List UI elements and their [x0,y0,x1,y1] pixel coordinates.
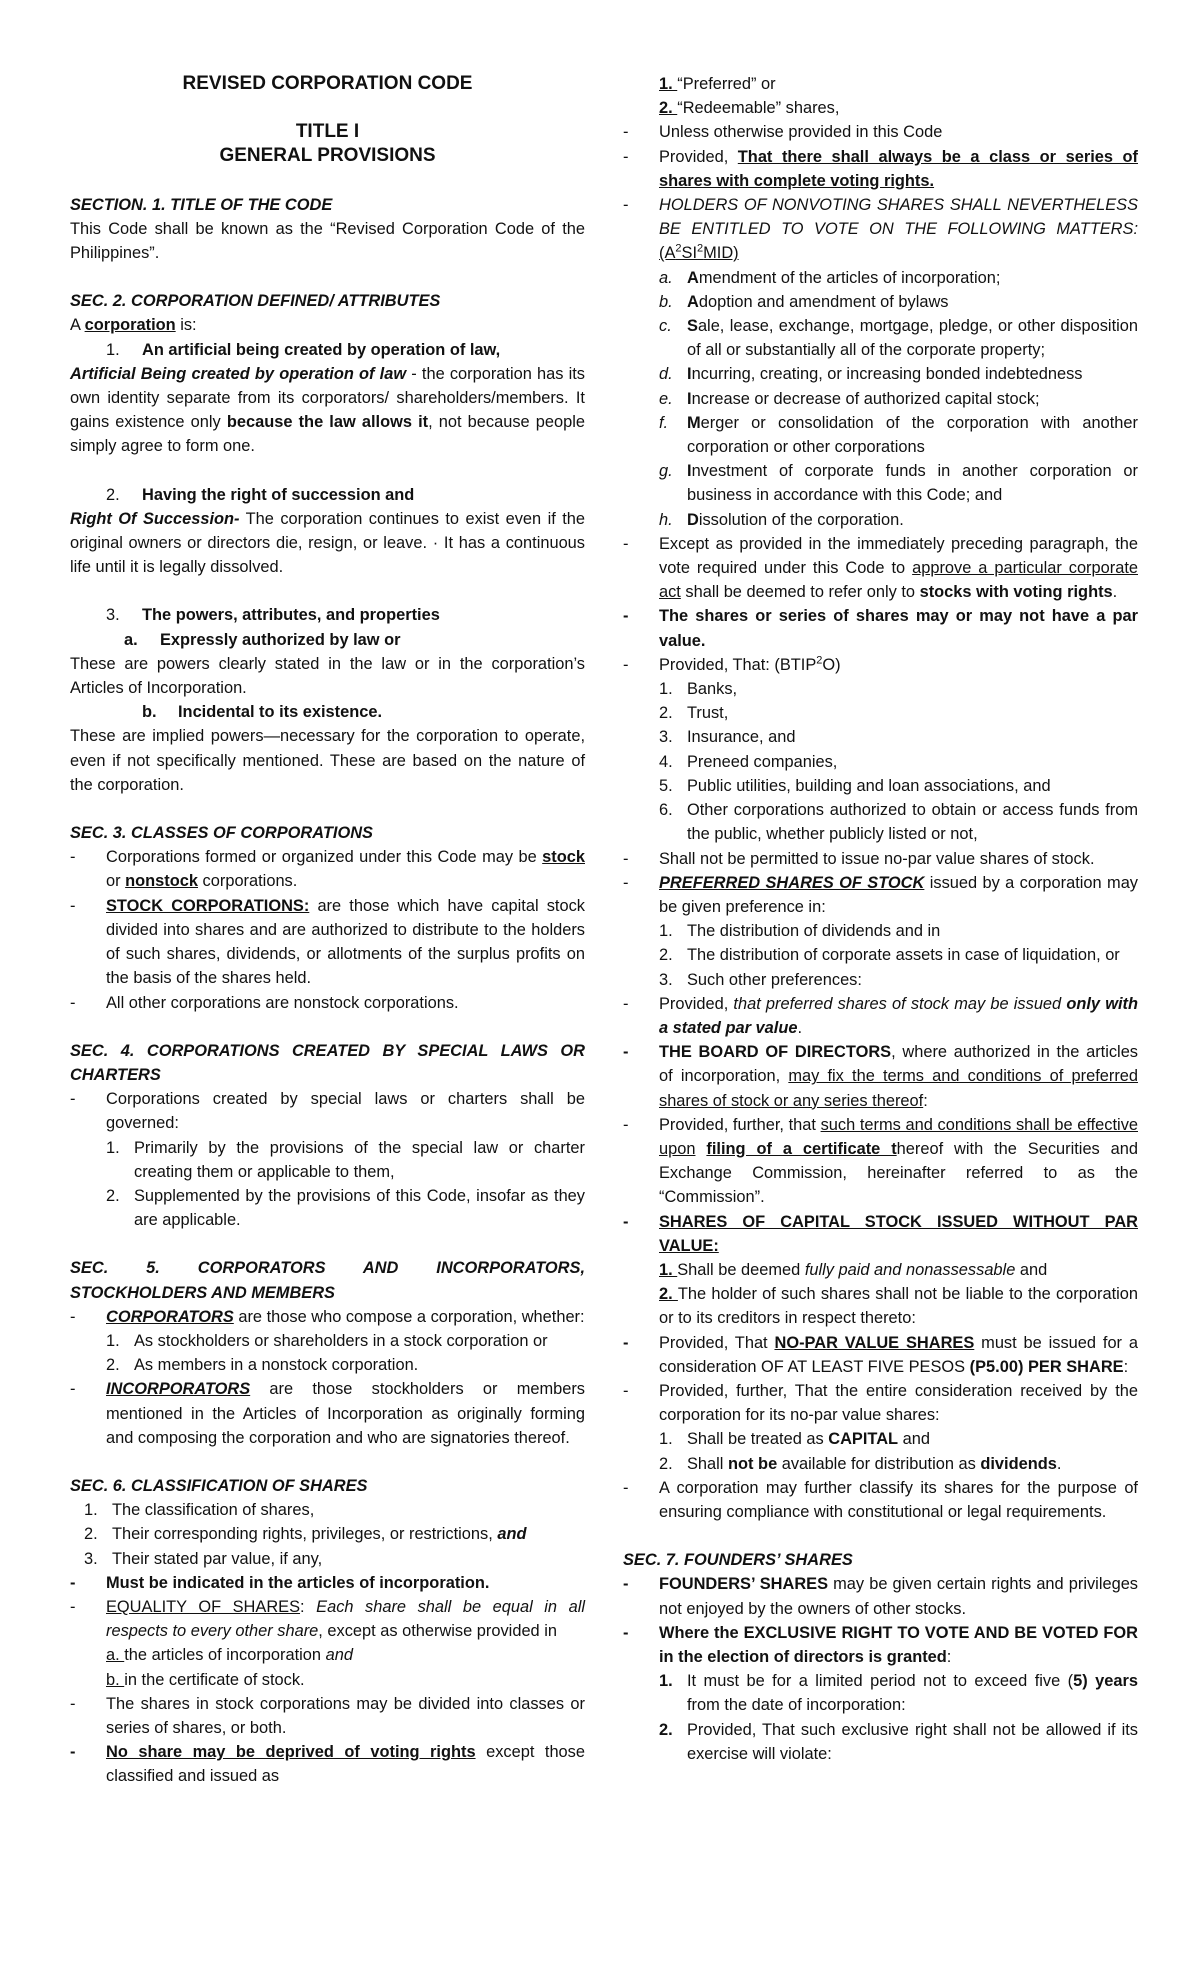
attribute-2-explanation: Right Of Succession- The corporation continues to exist even if the original owners or directors die, resign, or leave. · It has a continuous life until it is legally dissolved. [70,509,585,577]
btip-item [623,774,1138,798]
list-item: 1. The classification of shares, [84,1501,315,1520]
list-item: - Provided, further, That the entire consideration received by the corporation for its no-par value shares: [623,1381,1138,1425]
matter-marker: b. [659,292,673,311]
preference-marker: 2. [659,946,673,965]
attribute-item: 1. An artificial being created by operation of law, [106,340,501,359]
matter-text [687,508,1138,532]
matter-key-letter: I [687,389,692,408]
list-item: - CORPORATORS are those who compose a corporation, whether: [70,1307,585,1326]
list-item: 1. Shall be treated as CAPITAL and [659,1430,930,1449]
btip-text: Banks, [687,680,738,699]
btip-marker: 1. [659,680,673,699]
preference-text: Such other preferences: [687,970,862,989]
express-powers-explanation: These are powers clearly stated in the law or in the corporation’s Articles of Incorporation. [70,654,585,698]
btip-text: Trust, [687,704,729,723]
list-item: - THE BOARD OF DIRECTORS, where authorized in the articles of incorporation, may fix the terms and conditions of preferred shares of stock or any series thereof: [623,1043,1139,1110]
matter-key-letter: D [687,510,699,529]
list-item: - SHARES OF CAPITAL STOCK ISSUED WITHOUT PAR VALUE: [623,1212,1138,1255]
matter-item [623,387,1138,411]
right-column [623,72,1138,1766]
preference-marker: 1. [659,922,673,941]
voting-exception-2: 2. “Redeemable” shares, [659,99,840,118]
btip-text: Other corporations authorized to obtain or access funds from the public, whether publicly listed or not, [687,801,1138,844]
list-item: - HOLDERS OF NONVOTING SHARES SHALL NEVERTHELESS BE ENTITLED TO VOTE ON THE FOLLOWING MATTERS: $(A^2SI^2MID)$ [623,196,1138,263]
matter-rest: ncrease or decrease of authorized capital stock; [691,389,1040,408]
list-item: - Must be indicated in the articles of incorporation. [70,1573,490,1592]
matter-rest: nvestment of corporate funds in another corporation or business in accordance with this Code; and [687,462,1138,505]
section-3-heading: SEC. 3. CLASSES OF CORPORATIONS [70,824,373,843]
preference-marker: 3. [659,970,673,989]
btip-marker: 4. [659,752,673,771]
list-item: - Provided, that preferred shares of stock may be issued only with a stated par value. [623,994,1138,1037]
list-item: 2. Provided, That such exclusive right shall not be allowed if its exercise will violate: [659,1720,1138,1763]
list-item: 1. Primarily by the provisions of the special law or charter creating them or applicable to them, [106,1138,585,1181]
section-1-heading: SECTION. 1. TITLE OF THE CODE [70,195,333,214]
btip-item [623,798,1138,846]
matter-rest: mendment of the articles of incorporation; [698,268,1001,287]
equality-exception-a: a. the articles of incorporation and [106,1646,353,1665]
matter-rest: doption and amendment of bylaws [698,292,949,311]
sub-attribute-item: a. Expressly authorized by law or [124,630,401,649]
list-item: - EQUALITY OF SHARES: Each share shall be equal in all respects to every other share, except as otherwise provided in [70,1597,585,1641]
list-item: - Except as provided in the immediately preceding paragraph, the vote required under this Code to approve a particular corporate act shall be deemed to refer only to stocks with voting rights. [623,534,1138,602]
btip-item [623,677,1138,701]
section-2-heading: SEC. 2. CORPORATION DEFINED/ ATTRIBUTES [70,292,441,311]
matter-item [623,314,1138,362]
matter-rest: ncurring, creating, or increasing bonded indebtedness [691,365,1083,384]
btip-item [623,725,1138,749]
matter-text [687,266,1138,290]
matter-item [623,362,1138,386]
list-item: 2. Their corresponding rights, privileges, or restrictions, and [84,1525,527,1544]
list-item: - FOUNDERS’ SHARES may be given certain rights and privileges not enjoyed by the owners of other stocks. [623,1575,1139,1618]
matter-text [687,314,1138,362]
matter-text [687,387,1138,411]
btip-marker: 5. [659,776,673,795]
list-item: 3. Their stated par value, if any, [84,1549,323,1568]
matter-rest: erger or consolidation of the corporation with another corporation or other corporations [687,413,1138,457]
list-item: 1. As stockholders or shareholders in a stock corporation or [106,1331,548,1350]
matter-item [623,266,1138,290]
sub-attribute-item: b. Incidental to its existence. [142,703,383,722]
btip-text: Public utilities, building and loan associations, and [687,776,1051,795]
matter-rest: ale, lease, exchange, mortgage, pledge, or other disposition of all or substantially all of the corporate property; [687,317,1138,360]
no-par-item: 2. The holder of such shares shall not be liable to the corporation or to its creditors in respect thereto: [659,1285,1138,1328]
btip-marker: 3. [659,728,673,747]
btip-item [623,701,1138,725]
preference-item [623,919,1138,943]
matter-rest: issolution of the corporation. [698,510,904,529]
matter-text [687,459,1138,507]
preference-text: The distribution of dividends and in [687,922,941,941]
matter-key-letter: I [687,365,692,384]
list-item: - A corporation may further classify its shares for the purpose of ensuring compliance with constitutional or legal requirements. [623,1478,1138,1521]
list-item: - Where the EXCLUSIVE RIGHT TO VOTE AND BE VOTED FOR in the election of directors is granted: [623,1623,1138,1666]
matter-item [623,459,1138,507]
attribute-item: 3. The powers, attributes, and properties [106,606,440,625]
btip-marker: 2. [659,704,673,723]
no-par-item: 1. Shall be deemed fully paid and nonassessable and [659,1260,1048,1279]
attribute-item: 2. Having the right of succession and [106,485,415,504]
matter-item [623,411,1138,459]
matter-marker: h. [659,510,673,529]
list-item: - Unless otherwise provided in this Code [623,123,943,142]
matter-marker: e. [659,389,673,408]
section-1-body: This Code shall be known as the “Revised Corporation Code of the Philippines”. [70,219,585,263]
list-item: - Shall not be permitted to issue no-par value shares of stock. [623,849,1095,868]
matter-item [623,508,1138,532]
title-number: TITLE I [295,121,360,143]
preference-item [623,968,1138,992]
implied-powers-explanation: These are implied powers—necessary for the corporation to operate, even if not specifically mentioned. These are based on the nature of the corporation. [70,727,585,794]
list-item: - The shares or series of shares may or may not have a par value. [623,607,1138,650]
list-item: 1. It must be for a limited period not to exceed five (5) years from the date of incorporation: [659,1672,1138,1715]
list-item: - Provided, That there shall always be a class or series of shares with complete voting rights. [623,147,1138,190]
list-item: - Corporations formed or organized under this Code may be stock or nonstock corporations. [70,848,585,891]
equality-exception-b: b. in the certificate of stock. [106,1670,305,1689]
list-item: - Provided, further, that such terms and conditions shall be effective upon filing of a certificate thereof with the Securities and Exchange Commission, hereinafter referred to as the “Commission”. [623,1115,1139,1207]
matter-marker: a. [659,268,673,287]
list-item: - INCORPORATORS are those stockholders or members mentioned in the Articles of Incorporation as originally forming and composing the corporation and who are signatories thereof. [70,1380,585,1447]
list-item: 2. As members in a nonstock corporation. [106,1356,419,1375]
btip-item [623,750,1138,774]
preference-item [623,943,1138,967]
matter-marker: d. [659,365,673,384]
matter-key-letter: A [687,268,699,287]
btip-text: Insurance, and [687,728,796,747]
list-item: - Corporations created by special laws or charters shall be governed: [70,1090,585,1133]
list-item: 2. Shall not be available for distribution as dividends. [659,1454,1062,1473]
matter-key-letter: M [687,413,701,432]
attribute-1-explanation: Artificial Being created by operation of law - the corporation has its own identity separate from its corporators/ shareholders/members. It gains existence only because the law allows it, not because people simply agree to form one. [70,364,585,456]
btip-list [623,677,1138,846]
list-item: - The shares in stock corporations may be divided into classes or series of shares, or both. [70,1694,585,1737]
matter-text [687,411,1138,459]
btip-text: Preneed companies, [687,752,838,771]
document-title: REVISED CORPORATION CODE [182,73,473,94]
matter-marker: g. [659,462,673,481]
matter-item [623,290,1138,314]
list-item: - PREFERRED SHARES OF STOCK issued by a corporation may be given preference in: [623,873,1139,916]
list-item: - No share may be deprived of voting rights except those classified and issued as [70,1743,585,1786]
matter-text [687,290,1138,314]
matter-marker: c. [659,317,672,336]
matter-marker: f. [659,413,669,432]
matter-key-letter: S [687,317,698,336]
btip-marker: 6. [659,801,673,820]
list-item: 2. Supplemented by the provisions of this Code, insofar as they are applicable. [106,1186,585,1230]
section-2-intro: A corporation is: [70,316,197,335]
preference-list [623,919,1138,992]
list-item: - Provided, That NO-PAR VALUE SHARES must be issued for a consideration OF AT LEAST FIVE PESOS (P5.00) PER SHARE: [623,1333,1138,1376]
section-5-heading: SEC. 5. CORPORATORS AND INCORPORATORS, STOCKHOLDERS AND MEMBERS [70,1259,585,1302]
matter-key-letter: I [687,462,692,481]
matter-text [687,362,1138,386]
matter-key-letter: A [687,292,699,311]
list-item: - Provided, That: (BTIP$^2$O) [623,654,841,674]
preference-text: The distribution of corporate assets in case of liquidation, or [687,946,1120,965]
section-4-heading: SEC. 4. CORPORATIONS CREATED BY SPECIAL LAWS OR CHARTERS [70,1041,585,1084]
title-name: GENERAL PROVISIONS [219,145,436,167]
list-item: - STOCK CORPORATIONS: are those which have capital stock divided into shares and are authorized to distribute to the holders of such shares, dividends, or allotments of the surplus profits on the basis of the shares held. [70,896,585,988]
voting-exception-1: 1. “Preferred” or [659,75,776,93]
section-6-heading: SEC. 6. CLASSIFICATION OF SHARES [70,1476,368,1495]
nonvoting-matters-list [623,266,1138,532]
left-column [70,72,585,1789]
list-item: - All other corporations are nonstock corporations. [70,993,459,1012]
section-7-heading: SEC. 7. FOUNDERS’ SHARES [623,1551,853,1570]
